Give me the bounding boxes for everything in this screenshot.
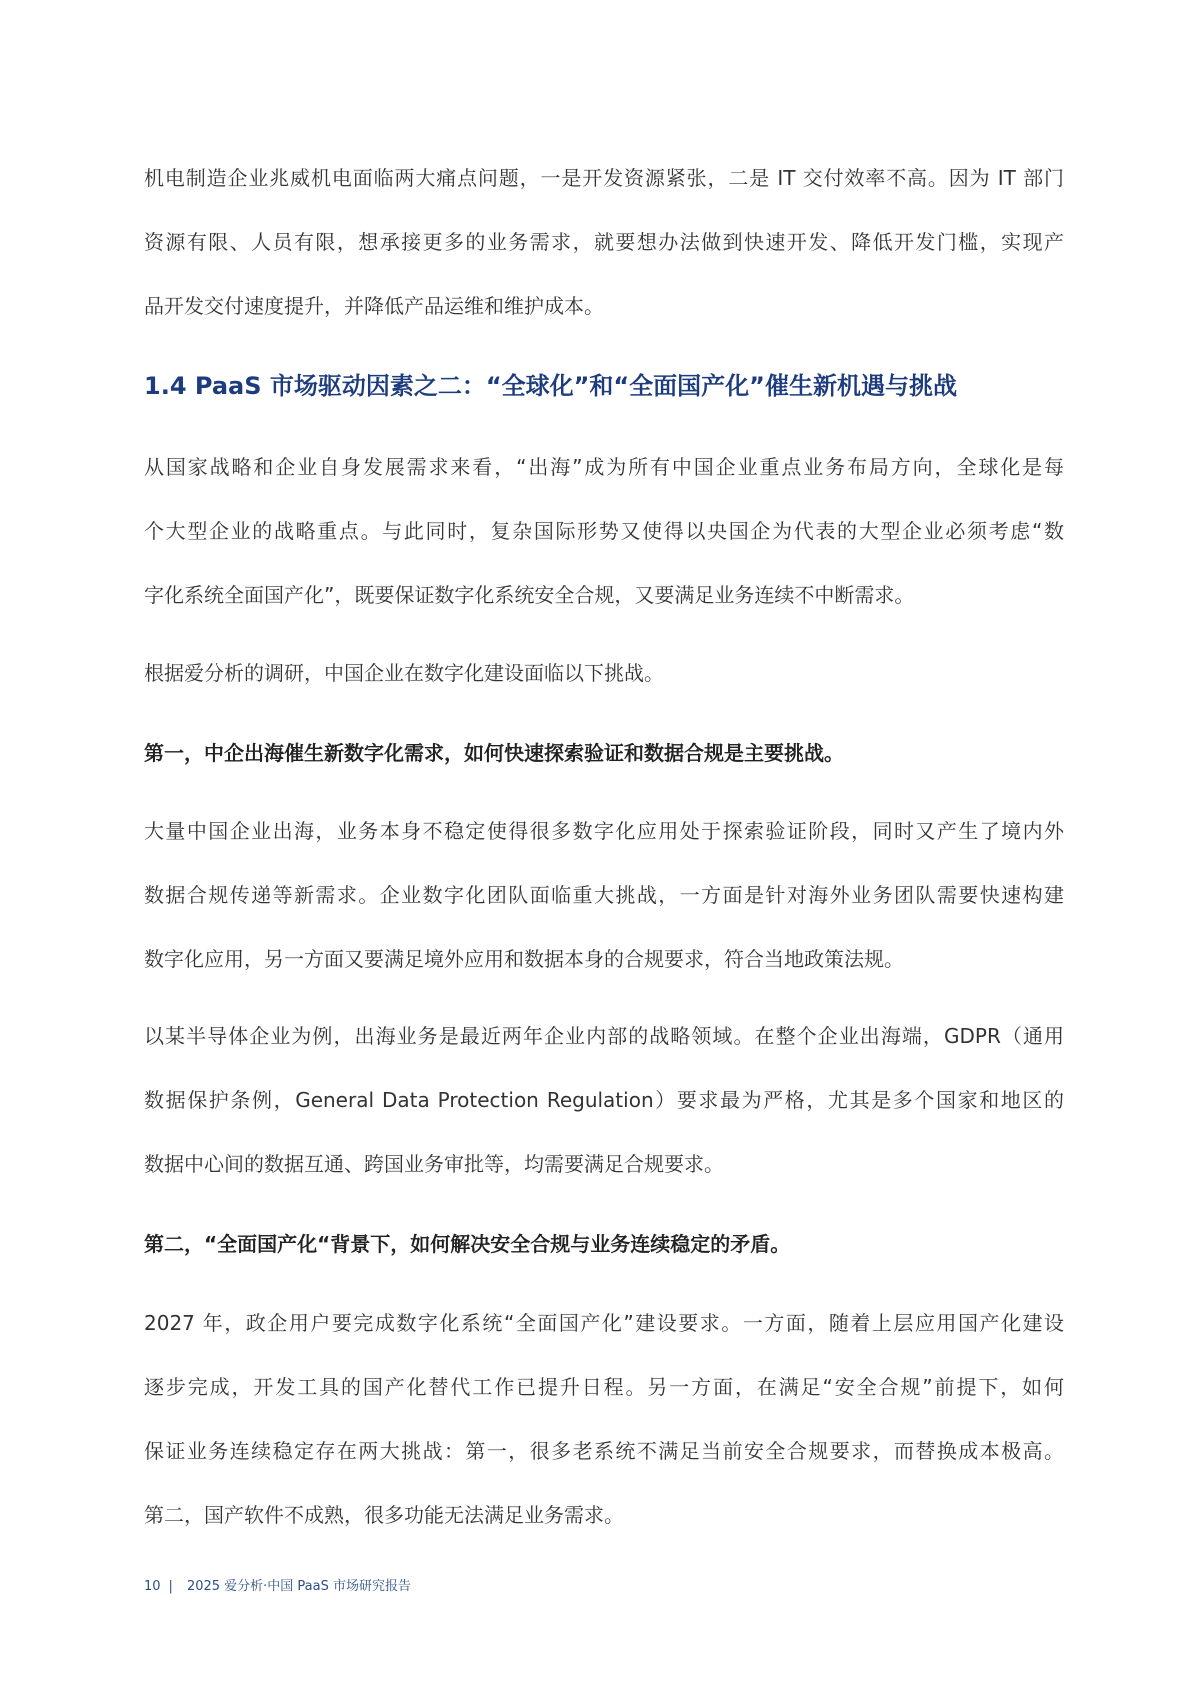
paragraph-intro bbox=[144, 146, 1064, 338]
paragraph-example bbox=[144, 1004, 1064, 1196]
paragraph-challenge-2 bbox=[144, 1291, 1064, 1547]
text-line: 资源有限、人员有限，想承接更多的业务需求，就要想办法做到快速开发、降低开发门槛，实现产 bbox=[144, 230, 1064, 254]
text-line: 保证业务连续稳定存在两大挑战：第一，很多老系统不满足当前安全合规要求，而替换成本极高。 bbox=[144, 1439, 1064, 1463]
section-heading: 1.4 PaaS 市场驱动因素之二：“全球化”和“全面国产化”催生新机遇与挑战 bbox=[144, 372, 957, 400]
text-line: 数据合规传递等新需求。企业数字化团队面临重大挑战，一方面是针对海外业务团队需要快速构建 bbox=[144, 883, 1064, 907]
page-footer bbox=[144, 1575, 411, 1594]
text-line: 大量中国企业出海，业务本身不稳定使得很多数字化应用处于探索验证阶段，同时又产生了境内外 bbox=[144, 819, 1064, 843]
report-title: 2025 爱分析·中国 PaaS 市场研究报告 bbox=[186, 1579, 411, 1594]
footer-separator: | bbox=[168, 1579, 173, 1594]
challenge-1-heading bbox=[144, 721, 1064, 785]
text-line: 数字化应用，另一方面又要满足境外应用和数据本身的合规要求，符合当地政策法规。 bbox=[144, 947, 904, 971]
paragraph-context bbox=[144, 435, 1064, 627]
text-line: 从国家战略和企业自身发展需求来看，“出海”成为所有中国企业重点业务布局方向，全球化是每 bbox=[144, 455, 1064, 479]
text-line: 个大型企业的战略重点。与此同时，复杂国际形势又使得以央国企为代表的大型企业必须考虑“数 bbox=[144, 519, 1064, 543]
text-line: 以某半导体企业为例，出海业务是最近两年企业内部的战略领域。在整个企业出海端，GDPR（通用 bbox=[144, 1024, 1064, 1048]
paragraph-challenge-1 bbox=[144, 799, 1064, 991]
text-line: 根据爱分析的调研，中国企业在数字化建设面临以下挑战。 bbox=[144, 661, 664, 685]
paragraph-survey bbox=[144, 641, 1064, 705]
text-line: 第一，中企出海催生新数字化需求，如何快速探索验证和数据合规是主要挑战。 bbox=[144, 741, 844, 765]
page-number: 10 bbox=[144, 1579, 161, 1594]
text-line: 品开发交付速度提升，并降低产品运维和维护成本。 bbox=[144, 294, 604, 318]
text-line: 机电制造企业兆威机电面临两大痛点问题，一是开发资源紧张，二是 IT 交付效率不高。因为 IT 部门 bbox=[144, 166, 1064, 190]
text-line: 数据中心间的数据互通、跨国业务审批等，均需要满足合规要求。 bbox=[144, 1152, 724, 1176]
text-line: 字化系统全面国产化”，既要保证数字化系统安全合规，又要满足业务连续不中断需求。 bbox=[144, 583, 915, 607]
text-line: 逐步完成，开发工具的国产化替代工作已提升日程。另一方面，在满足“安全合规”前提下，如何 bbox=[144, 1375, 1064, 1399]
text-line: 数据保护条例，General Data Protection Regulation）要求最为严格，尤其是多个国家和地区的 bbox=[144, 1088, 1064, 1112]
text-line: 第二，“全面国产化“背景下，如何解决安全合规与业务连续稳定的矛盾。 bbox=[144, 1232, 791, 1256]
text-line: 第二，国产软件不成熟，很多功能无法满足业务需求。 bbox=[144, 1503, 624, 1527]
challenge-2-heading bbox=[144, 1212, 1064, 1276]
text-line: 2027 年，政企用户要完成数字化系统“全面国产化”建设要求。一方面，随着上层应用国产化建设 bbox=[144, 1311, 1064, 1335]
